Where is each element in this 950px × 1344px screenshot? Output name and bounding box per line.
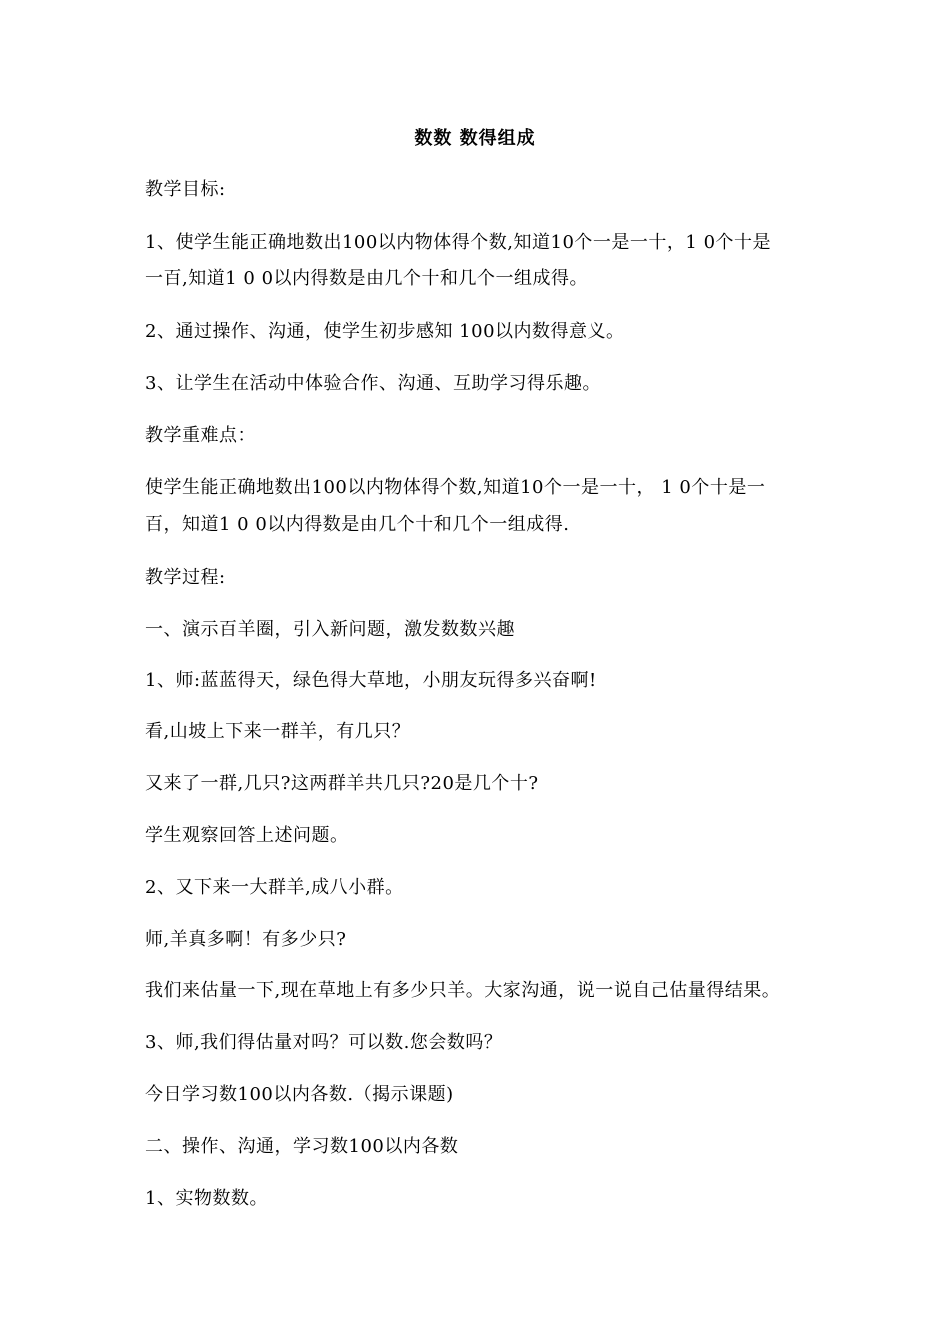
paragraph-line: 1、实物数数。 <box>145 1188 268 1209</box>
document-title: 数数 数得组成 <box>414 128 536 149</box>
paragraph-line: 1、使学生能正确地数出100以内物体得个数,知道10个一是一十，1 0个十是 <box>145 232 772 253</box>
paragraph-line: 1、师:蓝蓝得天，绿色得大草地，小朋友玩得多兴奋啊! <box>145 670 597 691</box>
paragraph-line: 我们来估量一下,现在草地上有多少只羊。大家沟通，说一说自己估量得结果。 <box>145 980 781 1001</box>
section-heading-objectives: 教学目标: <box>145 179 226 200</box>
paragraph-line: 一百,知道1 0 0以内得数是由几个十和几个一组成得。 <box>145 268 589 289</box>
paragraph-line: 百，知道1 0 0以内得数是由几个十和几个一组成得. <box>145 514 570 535</box>
paragraph-line: 3、让学生在活动中体验合作、沟通、互助学习得乐趣。 <box>145 373 601 394</box>
paragraph-line: 使学生能正确地数出100以内物体得个数,知道10个一是一十， 1 0个十是一 <box>145 477 766 498</box>
section-heading-process: 教学过程: <box>145 567 226 588</box>
paragraph-line: 3、师,我们得估量对吗？可以数.您会数吗？ <box>145 1032 503 1053</box>
paragraph-line: 学生观察回答上述问题。 <box>145 825 349 846</box>
section-heading-key-points: 教学重难点： <box>145 425 256 446</box>
paragraph-line: 又来了一群,几只?这两群羊共几只?20是几个十? <box>145 773 539 794</box>
paragraph-line: 今日学习数100以内各数.（揭示课题) <box>145 1084 454 1105</box>
paragraph-line: 一、演示百羊圈，引入新问题，激发数数兴趣 <box>145 619 515 640</box>
paragraph-line: 看,山坡上下来一群羊，有几只？ <box>145 721 411 742</box>
paragraph-line: 二、操作、沟通，学习数100以内各数 <box>145 1136 459 1157</box>
paragraph-line: 2、又下来一大群羊,成八小群。 <box>145 877 404 898</box>
paragraph-line: 师,羊真多啊！有多少只? <box>145 929 347 950</box>
paragraph-line: 2、通过操作、沟通，使学生初步感知 100以内数得意义。 <box>145 321 625 342</box>
